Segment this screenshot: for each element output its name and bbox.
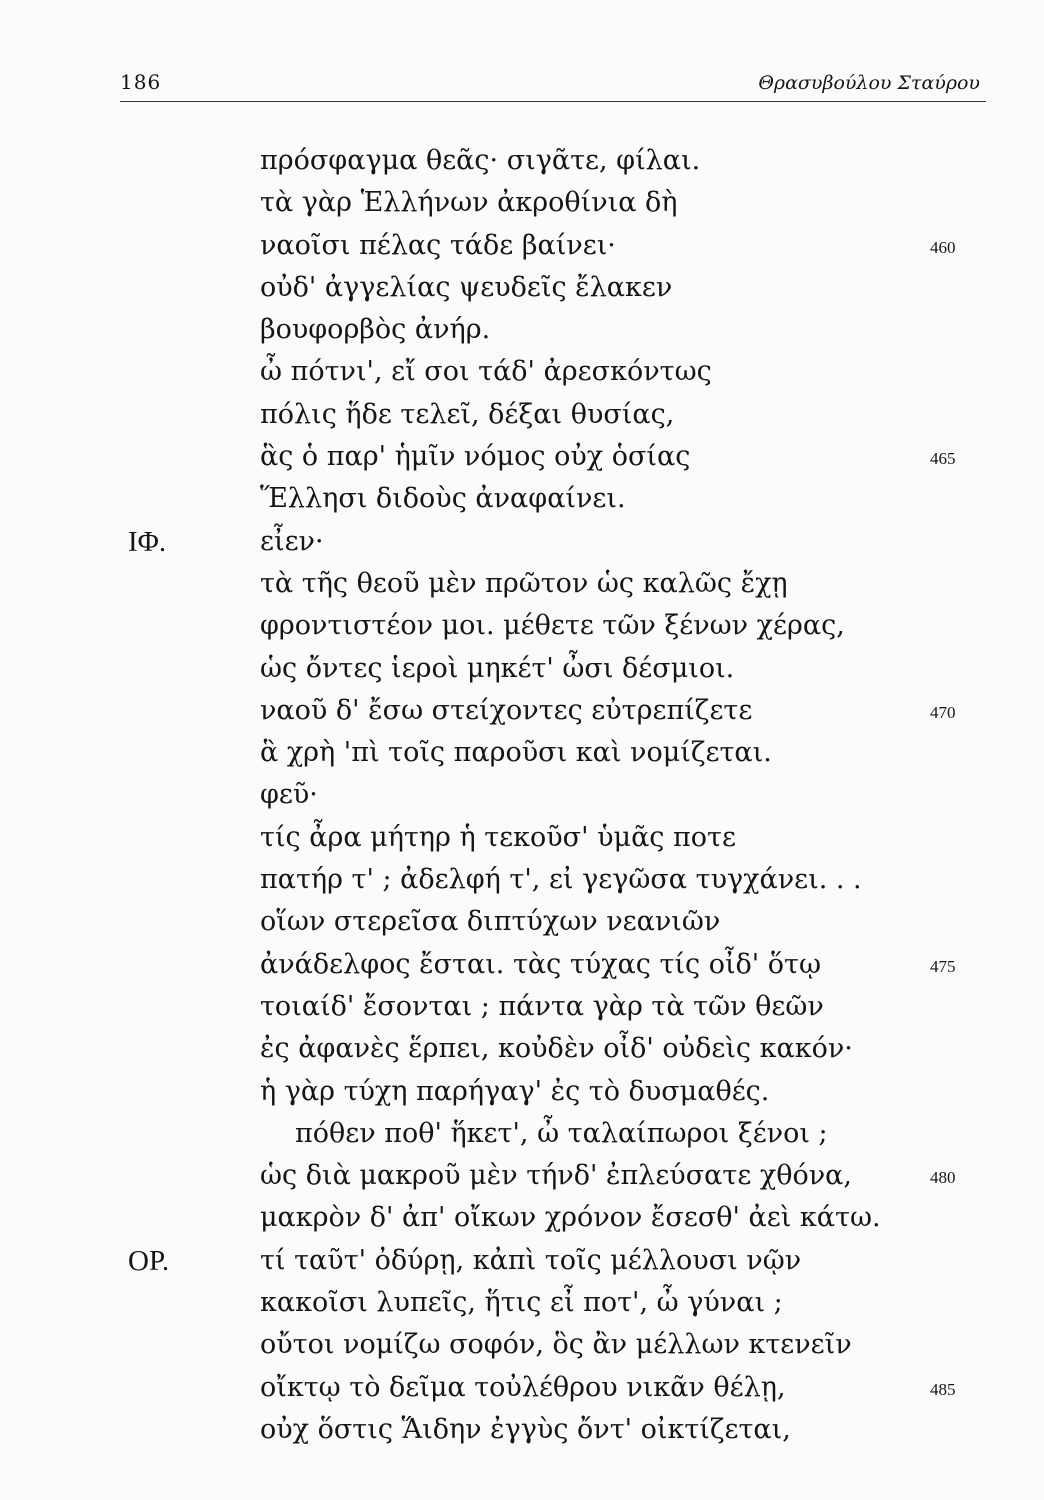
verse-line — [0, 182, 1044, 224]
speaker-label: ΟΡ. — [128, 1244, 170, 1277]
verse-line — [0, 394, 1044, 436]
verse-line — [0, 521, 1044, 563]
line-number: 475 — [930, 956, 956, 976]
verse-line — [0, 309, 1044, 351]
line-number: 465 — [930, 449, 956, 469]
verse-text: ὡς διὰ μακροῦ μὲν τήνδ' ἐπλεύσατε χθόνα, — [260, 1160, 852, 1192]
verse-line — [0, 436, 1044, 478]
verse-line — [0, 859, 1044, 901]
header-rule — [120, 101, 986, 102]
verse-line — [0, 1197, 1044, 1239]
verse-line — [0, 1071, 1044, 1113]
verse-line — [0, 817, 1044, 859]
verse-line — [0, 563, 1044, 605]
page-number: 186 — [120, 70, 162, 94]
verse-line — [0, 1113, 1044, 1155]
verse-line — [0, 1028, 1044, 1070]
verse-line — [0, 901, 1044, 943]
line-number: 470 — [930, 702, 956, 722]
line-number: 485 — [930, 1379, 956, 1399]
verse-text: φροντιστέον μοι. μέθετε τῶν ξένων χέρας, — [260, 610, 845, 642]
verse-text: ναοῦ δ' ἔσω στείχοντες εὐτρεπίζετε — [260, 694, 753, 726]
verse-text: οἵων στερεῖσα διπτύχων νεανιῶν — [260, 906, 721, 938]
verse-text: οἴκτῳ τὸ δεῖμα τοὐλέθρου νικᾶν θέλῃ, — [260, 1371, 786, 1403]
verse-text: οὔτοι νομίζω σοφόν, ὃς ἂν μέλλων κτενεῖν — [260, 1329, 852, 1361]
verse-text: ναοῖσι πέλας τάδε βαίνει· — [260, 229, 616, 261]
verse-line — [0, 1409, 1044, 1451]
verse-text: τὰ γὰρ Ἑλλήνων ἀκροθίνια δὴ — [260, 187, 678, 219]
verse-line — [0, 774, 1044, 816]
speaker-label: ΙΦ. — [128, 525, 167, 558]
verse-line — [0, 478, 1044, 520]
verse-text: πατήρ τ' ; ἀδελφή τ', εἰ γεγῶσα τυγχάνει. . . — [260, 864, 862, 896]
verse-text: μακρὸν δ' ἀπ' οἴκων χρόνον ἔσεσθ' ἀεὶ κάτω. — [260, 1202, 881, 1234]
verse-line — [0, 732, 1044, 774]
verse-text-block — [0, 140, 1044, 1451]
verse-text: ἡ γὰρ τύχη παρήγαγ' ἐς τὸ δυσμαθές. — [260, 1075, 770, 1107]
verse-text: Ἕλλησι διδοὺς ἀναφαίνει. — [260, 483, 626, 515]
verse-line — [0, 267, 1044, 309]
verse-line — [0, 1324, 1044, 1366]
verse-line — [0, 944, 1044, 986]
verse-text: τοιαίδ' ἔσονται ; πάντα γὰρ τὰ τῶν θεῶν — [260, 990, 824, 1022]
verse-text: φεῦ· — [260, 779, 318, 811]
verse-text: ὡς ὄντες ἱεροὶ μηκέτ' ὦσι δέσμιοι. — [260, 652, 735, 684]
verse-line — [0, 1282, 1044, 1324]
verse-line — [0, 1155, 1044, 1197]
page-header — [0, 0, 1044, 110]
verse-line — [0, 690, 1044, 732]
verse-text: τίς ἆρα μήτηρ ἡ τεκοῦσ' ὑμᾶς ποτε — [260, 821, 736, 853]
verse-line — [0, 605, 1044, 647]
verse-text: ἃς ὁ παρ' ἡμῖν νόμος οὐχ ὁσίας — [260, 441, 691, 473]
verse-text: κακοῖσι λυπεῖς, ἥτις εἶ ποτ', ὦ γύναι ; — [260, 1287, 783, 1319]
verse-text: εἶεν· — [260, 525, 324, 557]
verse-line — [0, 986, 1044, 1028]
verse-line — [0, 648, 1044, 690]
running-title: Θρασυβούλου Σταύρου — [758, 72, 980, 94]
verse-text: βουφορβὸς ἀνήρ. — [260, 314, 491, 346]
verse-text: πρόσφαγμα θεᾶς· σιγᾶτε, φίλαι. — [260, 145, 701, 176]
verse-line — [0, 351, 1044, 393]
verse-text: ἃ χρὴ 'πὶ τοῖς παροῦσι καὶ νομίζεται. — [260, 737, 772, 769]
verse-text: πόλις ἥδε τελεῖ, δέξαι θυσίας, — [260, 398, 675, 430]
verse-line — [0, 225, 1044, 267]
verse-text: τὰ τῆς θεοῦ μὲν πρῶτον ὡς καλῶς ἔχῃ — [260, 567, 788, 599]
line-number: 460 — [930, 237, 956, 257]
verse-text: ἀνάδελφος ἔσται. τὰς τύχας τίς οἶδ' ὅτῳ — [260, 948, 822, 980]
verse-line — [0, 140, 1044, 182]
verse-line — [0, 1367, 1044, 1409]
verse-line — [0, 1240, 1044, 1282]
verse-text: πόθεν ποθ' ἥκετ', ὦ ταλαίπωροι ξένοι ; — [295, 1117, 828, 1149]
verse-text: οὐχ ὅστις Ἅιδην ἐγγὺς ὄντ' οἰκτίζεται, — [260, 1413, 791, 1445]
verse-text: τί ταῦτ' ὀδύρῃ, κἀπὶ τοῖς μέλλουσι νῷν — [260, 1244, 802, 1276]
verse-text: ὦ πότνι', εἴ σοι τάδ' ἀρεσκόντως — [260, 356, 712, 388]
verse-text: ἐς ἀφανὲς ἕρπει, κοὐδὲν οἶδ' οὐδεὶς κακόν· — [260, 1033, 853, 1065]
line-number: 480 — [930, 1168, 956, 1188]
verse-text: οὐδ' ἀγγελίας ψευδεῖς ἔλακεν — [260, 271, 673, 303]
